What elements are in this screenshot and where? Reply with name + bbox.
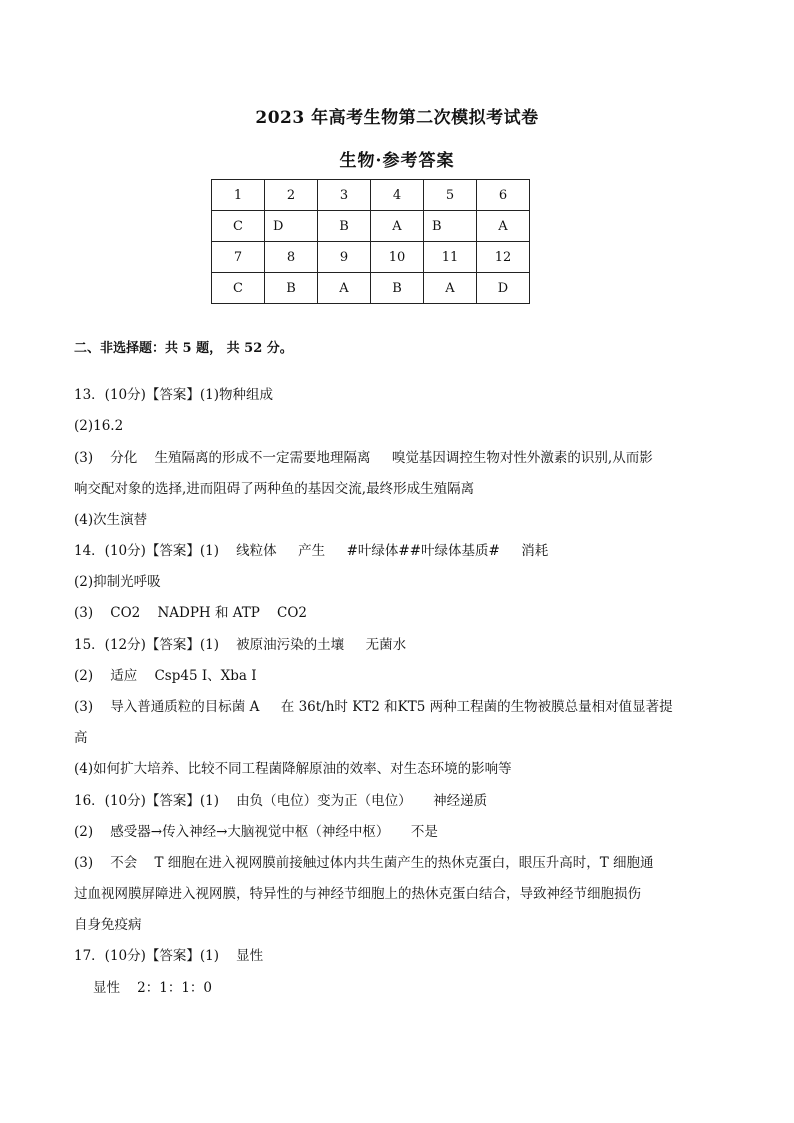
table-cell: 2 xyxy=(265,180,318,211)
answer-line: 自身免疫病 xyxy=(74,917,142,933)
table-row xyxy=(212,180,530,211)
table-cell: 3 xyxy=(318,180,371,211)
answer-line: (4)次生演替 xyxy=(74,512,148,528)
answer-line: 17．(10分)【答案】(1) 显性 xyxy=(74,948,264,964)
answer-line: (4)如何扩大培养、比较不同工程菌降解原油的效率、对生态环境的影响等 xyxy=(74,761,512,777)
table-cell: 7 xyxy=(212,242,265,273)
answer-table xyxy=(211,179,530,304)
answer-line: 响交配对象的选择,进而阻碍了两种鱼的基因交流,最终形成生殖隔离 xyxy=(74,481,475,497)
table-cell: D xyxy=(477,273,530,304)
page-title: 2023 年高考生物第二次模拟考试卷 xyxy=(255,108,539,128)
table-cell: 9 xyxy=(318,242,371,273)
table-cell: 8 xyxy=(265,242,318,273)
answer-line: (2) 适应 Csp45 I、Xba I xyxy=(74,668,257,684)
page-subtitle: 生物·参考答案 xyxy=(339,151,455,171)
table-cell: C xyxy=(212,273,265,304)
table-cell: 6 xyxy=(477,180,530,211)
table-cell: A xyxy=(371,211,424,242)
answer-line: (3) 分化 生殖隔离的形成不一定需要地理隔离 嗅觉基因调控生物对性外激素的识别,从而影 xyxy=(74,450,653,466)
table-cell: 11 xyxy=(424,242,477,273)
table-row xyxy=(212,242,530,273)
table-cell: A xyxy=(318,273,371,304)
table-cell: 5 xyxy=(424,180,477,211)
answer-line: (2) 感受器→传入神经→大脑视觉中枢（神经中枢） 不是 xyxy=(74,824,438,840)
table-cell: C xyxy=(212,211,265,242)
answer-line: 显性 2：1：1：0 xyxy=(93,980,213,996)
table-cell: A xyxy=(424,273,477,304)
answer-line: 14．(10分)【答案】(1) 线粒体 产生 #叶绿体##叶绿体基质# 消耗 xyxy=(74,543,549,559)
table-cell: 1 xyxy=(212,180,265,211)
table-cell: B xyxy=(318,211,371,242)
answer-line: 13．(10分)【答案】(1)物种组成 xyxy=(74,387,274,403)
answer-line: 高 xyxy=(74,730,88,746)
answer-line: (3) 导入普通质粒的目标菌 A 在 36t/h时 KT2 和KT5 两种工程菌的生物被膜总量相对值显著提 xyxy=(74,699,673,715)
answer-line: (3) CO2 NADPH 和 ATP CO2 xyxy=(74,605,308,621)
answer-line: 16．(10分)【答案】(1) 由负（电位）变为正（电位） 神经递质 xyxy=(74,793,488,809)
section-title: 二、非选择题：共 5 题， 共 52 分。 xyxy=(74,341,293,356)
table-cell: B xyxy=(265,273,318,304)
table-cell: 4 xyxy=(371,180,424,211)
answer-line: (2)抑制光呼吸 xyxy=(74,574,161,590)
table-cell: 12 xyxy=(477,242,530,273)
table-cell: 10 xyxy=(371,242,424,273)
table-cell: B xyxy=(424,211,477,242)
table-row xyxy=(212,211,530,242)
answer-line: 15．(12分)【答案】(1) 被原油污染的土壤 无菌水 xyxy=(74,637,407,653)
answer-line: (2)16.2 xyxy=(74,418,124,434)
table-row xyxy=(212,273,530,304)
answer-line: 过血视网膜屏障进入视网膜，特异性的与神经节细胞上的热休克蛋白结合，导致神经节细胞损伤 xyxy=(74,886,641,902)
table-cell: B xyxy=(371,273,424,304)
table-cell: D xyxy=(265,211,318,242)
answer-line: (3) 不会 T 细胞在进入视网膜前接触过体内共生菌产生的热休克蛋白，眼压升高时，T 细胞通 xyxy=(74,855,654,871)
table-cell: A xyxy=(477,211,530,242)
